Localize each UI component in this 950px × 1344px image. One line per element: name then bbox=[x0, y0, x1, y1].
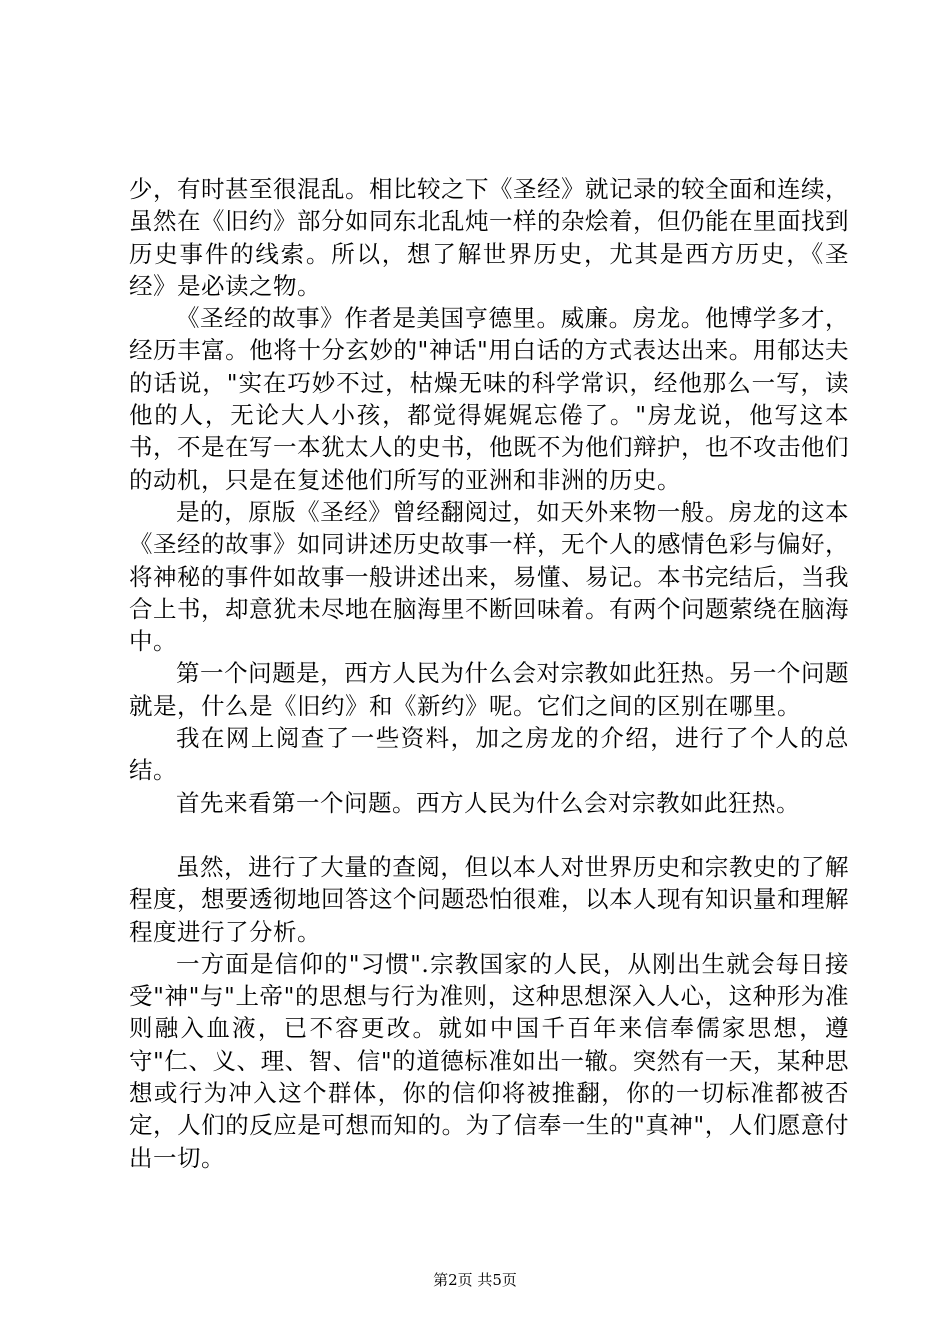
paragraph-analysis-intro: 虽然，进行了大量的查阅，但以本人对世界历史和宗教史的了解程度，想要透彻地回答这个问题恐怕很难，以本人现有知识量和理解程度进行了分析。 bbox=[129, 852, 849, 946]
paragraph-belief-habit: 一方面是信仰的"习惯".宗教国家的人民，从刚出生就会每日接受"神"与"上帝"的思想与行为准则，这种思想深入人心，这种形为准则融入血液，已不容更改。就如中国千百年来信奉儒家思想，遵守"仁、义、理、智、信"的道德标准如出一辙。突然有一天，某种思想或行为冲入这个群体，你的信仰将被推翻，你的一切标准都被否定，人们的反应是可想而知的。为了信奉一生的"真神"，人们愿意付出一切。 bbox=[129, 949, 849, 1172]
paragraph-reading-impression: 是的，原版《圣经》曾经翻阅过，如天外来物一般。房龙的这本《圣经的故事》如同讲述历史故事一样，无个人的感情色彩与偏好，将神秘的事件如故事一般讲述出来，易懂、易记。本书完结后，当我合上书，却意犹未尽地在脑海里不断回味着。有两个问题萦绕在脑海中。 bbox=[129, 497, 849, 656]
paragraph-continuation: 少，有时甚至很混乱。相比较之下《圣经》就记录的较全面和连续，虽然在《旧约》部分如同东北乱炖一样的杂烩着，但仍能在里面找到历史事件的线索。所以，想了解世界历史，尤其是西方历史，《圣经》是必读之物。 bbox=[129, 175, 849, 300]
paragraph-two-questions: 第一个问题是，西方人民为什么会对宗教如此狂热。另一个问题就是，什么是《旧约》和《新约》呢。它们之间的区别在哪里。 bbox=[129, 659, 849, 720]
paragraph-first-question: 首先来看第一个问题。西方人民为什么会对宗教如此狂热。 bbox=[176, 788, 800, 817]
blank-line bbox=[129, 819, 849, 851]
paragraph-research: 我在网上阅查了一些资料，加之房龙的介绍，进行了个人的总结。 bbox=[129, 724, 849, 785]
paragraph-author-intro: 《圣经的故事》作者是美国亨德里。威廉。房龙。他博学多才，经历丰富。他将十分玄妙的"神话"用白话的方式表达出来。用郁达夫的话说，"实在巧妙不过，枯燥无味的科学常识，经他那么一写，读他的人，无论大人小孩，都觉得娓娓忘倦了。"房龙说，他写这本书，不是在写一本犹太人的史书，他既不为他们辩护，也不攻击他们的动机，只是在复述他们所写的亚洲和非洲的历史。 bbox=[129, 304, 849, 494]
document-body bbox=[129, 173, 849, 1174]
page-footer: 第2页 共5页 bbox=[433, 1271, 517, 1289]
